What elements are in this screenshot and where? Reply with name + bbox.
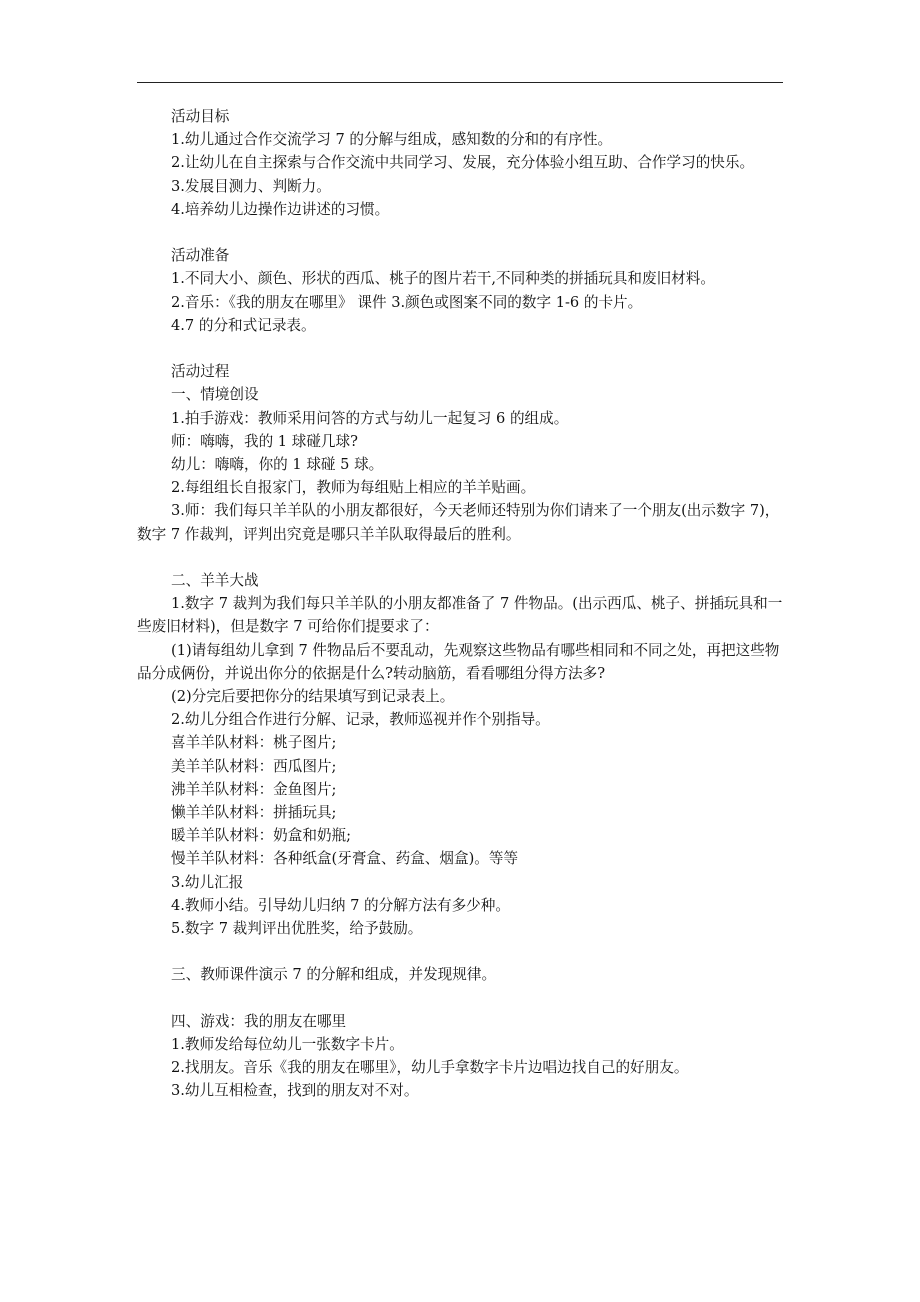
subsection-title: 三、教师课件演示 7 的分解和组成，并发现规律。 [171,966,497,984]
paragraph: 5.数字 7 裁判评出优胜奖，给予鼓励。 [171,920,423,938]
paragraph: 4.教师小结。引导幼儿归纳 7 的分解方法有多少种。 [171,896,510,914]
document-body [137,105,783,1103]
paragraph: 1.拍手游戏：教师采用问答的方式与幼儿一起复习 6 的组成。 [171,409,569,427]
prep-item: 4.7 的分和式记录表。 [171,316,316,334]
paragraph: (1)请每组幼儿拿到 7 件物品后不要乱动，先观察这些物品有哪些相同和不同之处，再把这些物品分成俩份，并说出你分的依据是什么?转动脑筋，看看哪组分得方法多? [137,641,780,682]
paragraph: 2.幼儿分组合作进行分解、记录，教师巡视并作个别指导。 [171,711,550,729]
paragraph: 3.幼儿汇报 [171,873,244,891]
goal-item: 2.让幼儿在自主探索与合作交流中共同学习、发展，充分体验小组互助、合作学习的快乐。 [171,154,755,172]
paragraph: 1.教师发给每位幼儿一张数字卡片。 [171,1036,404,1054]
paragraph: 2.找朋友。音乐《我的朋友在哪里》，幼儿手拿数字卡片边唱边找自己的好朋友。 [171,1059,689,1077]
goal-item: 1.幼儿通过合作交流学习 7 的分解与组成，感知数的分和的有序性。 [171,131,613,149]
paragraph: 3.师：我们每只羊羊队的小朋友都很好，今天老师还特别为你们请来了一个朋友(出示数字 7)，数字 7 作裁判，评判出究竟是哪只羊羊队取得最后的胜利。 [137,502,780,543]
paragraph: 1.数字 7 裁判为我们每只羊羊队的小朋友都准备了 7 件物品。(出示西瓜、桃子、拼插玩具和一些废旧材料)，但是数字 7 可给你们提要求了： [137,595,783,636]
goal-item: 4.培养幼儿边操作边讲述的习惯。 [171,200,390,218]
team-material: 沸羊羊队材料：金鱼图片; [171,780,337,798]
goal-item: 3.发展目测力、判断力。 [171,177,331,195]
header-rule [137,82,783,83]
team-material: 喜羊羊队材料：桃子图片; [171,734,337,752]
section-heading-goals: 活动目标 [171,108,230,125]
section-heading-process: 活动过程 [171,363,230,381]
team-material: 美羊羊队材料：西瓜图片; [171,757,337,775]
subsection-title: 二、羊羊大战 [171,572,259,590]
prep-item: 1.不同大小、颜色、形状的西瓜、桃子的图片若干,不同种类的拼插玩具和废旧材料。 [171,270,715,288]
team-material: 懒羊羊队材料：拼插玩具; [171,804,337,822]
paragraph: 幼儿：嗨嗨，你的 1 球碰 5 球。 [171,456,384,474]
paragraph: 3.幼儿互相检查，找到的朋友对不对。 [171,1082,419,1100]
team-material: 暖羊羊队材料：奶盒和奶瓶; [171,827,352,845]
subsection-title: 四、游戏：我的朋友在哪里 [171,1012,347,1030]
paragraph: (2)分完后要把你分的结果填写到记录表上。 [171,688,455,706]
subsection-title: 一、情境创设 [171,386,259,404]
team-material: 慢羊羊队材料：各种纸盒(牙膏盒、药盒、烟盒)。等等 [171,850,519,868]
paragraph: 2.每组组长自报家门，教师为每组贴上相应的羊羊贴画。 [171,479,536,497]
prep-item: 2.音乐：《我的朋友在哪里》 课件 3.颜色或图案不同的数字 1-6 的卡片。 [171,293,643,311]
section-heading-prep: 活动准备 [171,247,230,265]
paragraph: 师：嗨嗨，我的 1 球碰几球? [171,432,358,450]
